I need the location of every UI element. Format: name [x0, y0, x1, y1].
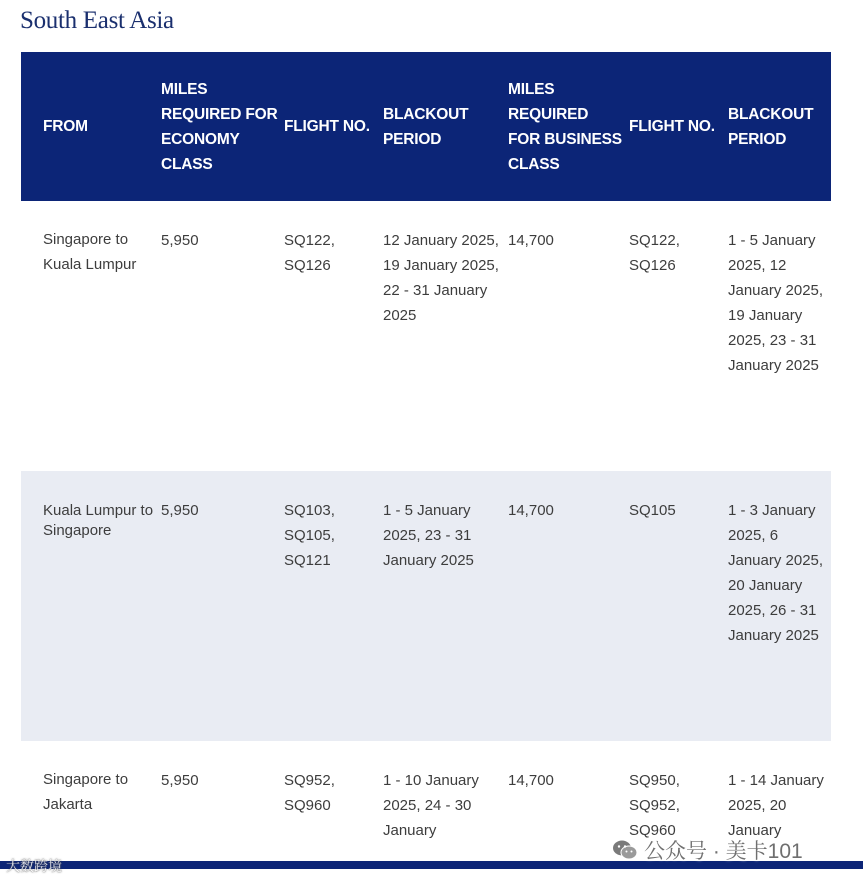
cell-economy-blackout: 1 - 10 January 2025, 24 - 30 January [383, 772, 479, 839]
watermark-left-text: 大数跨境 [6, 858, 62, 874]
header-economy-blackout: BLACKOUT PERIOD [383, 105, 469, 148]
cell-business-miles: 14,700 [508, 772, 554, 789]
cell-economy-miles: 5,950 [161, 232, 199, 249]
cell-economy-blackout: 1 - 5 January 2025, 23 - 31 January 2025 [383, 502, 474, 569]
watermark-right-text: 公众号 · 美卡101 [644, 840, 803, 863]
header-business-miles: MILES REQUIRED FOR BUSINESS CLASS [508, 80, 622, 173]
cell-economy-blackout: 12 January 2025, 19 January 2025, 22 - 31 January 2025 [383, 232, 499, 324]
cell-economy-flights: SQ122, SQ126 [284, 232, 335, 274]
header-business-blackout: BLACKOUT PERIOD [728, 105, 814, 148]
cell-economy-miles: 5,950 [161, 502, 199, 519]
watermark-right [612, 835, 803, 865]
cell-economy-flights: SQ103, SQ105, SQ121 [284, 502, 335, 569]
table-header-row [21, 52, 831, 201]
cell-business-miles: 14,700 [508, 232, 554, 249]
wechat-icon [612, 839, 638, 861]
table-row [21, 471, 831, 741]
cell-from: Kuala Lumpur to Singapore [43, 502, 154, 539]
watermark-left [6, 856, 62, 876]
header-economy-miles: MILES REQUIRED FOR ECONOMY CLASS [161, 80, 278, 173]
cell-economy-miles: 5,950 [161, 772, 199, 789]
cell-business-flights: SQ950, SQ952, SQ960 [629, 772, 680, 839]
section-title: South East Asia [20, 7, 174, 34]
cell-from: Singapore to Kuala Lumpur [43, 231, 137, 273]
award-fares-table [21, 52, 831, 871]
header-business-flight-no: FLIGHT NO. [629, 118, 715, 135]
cell-business-miles: 14,700 [508, 502, 554, 519]
header-economy-flight-no: FLIGHT NO. [284, 118, 370, 135]
cell-from: Singapore to Jakarta [43, 771, 129, 813]
cell-business-flights: SQ105 [629, 502, 676, 519]
table-row [21, 201, 831, 471]
cell-business-blackout: 1 - 5 January 2025, 12 January 2025, 19 January 2025, 23 - 31 January 2025 [728, 232, 824, 374]
cell-business-blackout: 1 - 3 January 2025, 6 January 2025, 20 January 2025, 26 - 31 January 2025 [728, 502, 824, 644]
header-from: FROM [43, 118, 88, 135]
cell-business-flights: SQ122, SQ126 [629, 232, 680, 274]
cell-economy-flights: SQ952, SQ960 [284, 772, 335, 814]
fares-table-container [21, 52, 831, 871]
cell-business-blackout: 1 - 14 January 2025, 20 January [728, 772, 824, 839]
